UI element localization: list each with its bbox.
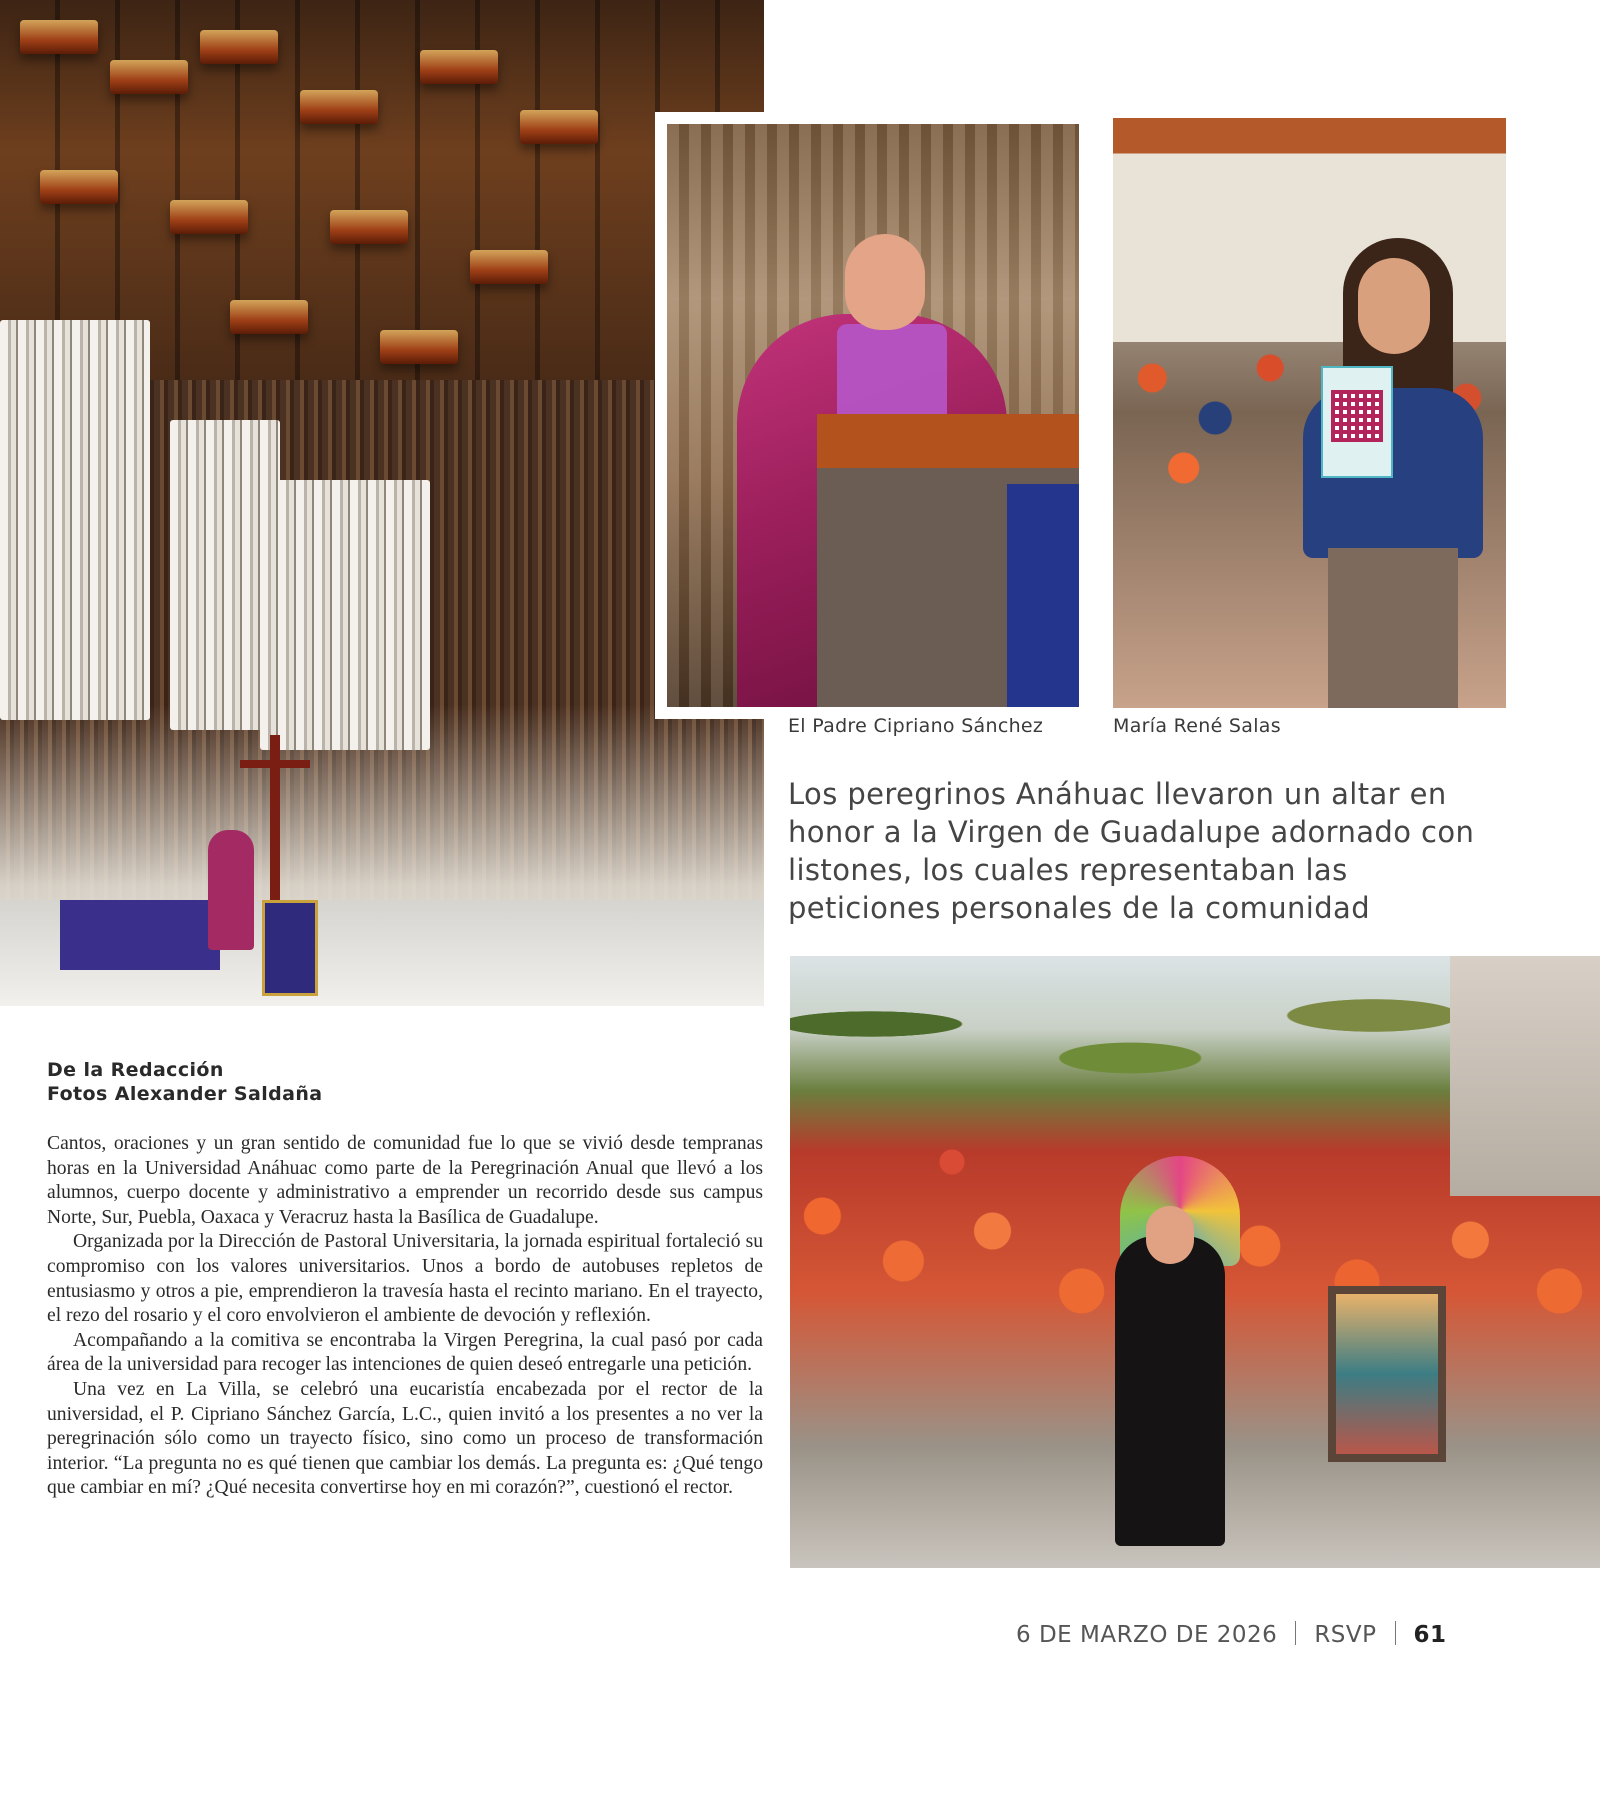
basilica-interior-photo xyxy=(0,0,764,1006)
lamp xyxy=(170,200,248,234)
qr-code-icon xyxy=(1331,390,1383,442)
priest-head xyxy=(845,234,925,330)
lamp xyxy=(300,90,378,124)
padre-photo xyxy=(667,124,1079,707)
issue-date: 6 DE MARZO DE 2026 xyxy=(1016,1622,1278,1648)
footer-divider xyxy=(1295,1621,1296,1645)
lamp xyxy=(380,330,458,364)
altar-cloth xyxy=(60,900,220,970)
priest-figure xyxy=(208,830,254,950)
procession-photo xyxy=(790,956,1600,1568)
byline-line-2: Fotos Alexander Saldaña xyxy=(47,1083,323,1105)
publication-name: RSVP xyxy=(1314,1622,1377,1648)
padre-caption: El Padre Cipriano Sánchez xyxy=(788,715,1044,737)
pull-quote: Los peregrinos Anáhuac llevaron un altar en honor a la Virgen de Guadalupe adornado con listones, los cuales representaban las peticiones personales de la comunidad xyxy=(788,777,1475,925)
article-paragraph: Acompañando a la comitiva se encontraba la Virgen Peregrina, la cual pasó por cada área de la universidad para recoger las intenciones de quien deseó entregarle una petición. xyxy=(47,1329,763,1376)
qr-card xyxy=(1321,366,1393,478)
maria-caption: María René Salas xyxy=(1113,715,1281,737)
ambo-cross-cloth xyxy=(262,900,318,996)
lamp xyxy=(200,30,278,64)
lamp xyxy=(40,170,118,204)
byline-line-1: De la Redacción xyxy=(47,1059,224,1081)
byline xyxy=(47,1058,323,1106)
ambo-blue-cloth xyxy=(1007,484,1079,707)
lamp xyxy=(230,300,308,334)
lamp xyxy=(110,60,188,94)
article-paragraph: Una vez en La Villa, se celebró una eucaristía encabezada por el rector de la universidad, el P. Cipriano Sánchez García, L.C., quien invitó a los presentes a no ver la peregrinación sólo como un trayecto físico, sino como un proceso de transformación interior. “La pregunta no es qué tienen que cambiar los demás. La pregunta es: ¿Qué tengo que cambiar en mí? ¿Qué necesita convertirse hoy en mi corazón?”, cuestionó el rector. xyxy=(47,1378,763,1499)
organ-pipes-right xyxy=(260,480,430,750)
maria-photo xyxy=(1113,118,1506,708)
priest-walking xyxy=(1115,1236,1225,1546)
page-number: 61 xyxy=(1413,1622,1447,1648)
virgin-of-guadalupe-image xyxy=(1328,1286,1446,1462)
priest-face xyxy=(1146,1206,1194,1264)
lamp xyxy=(330,210,408,244)
article-paragraph: Cantos, oraciones y un gran sentido de comunidad fue lo que se vivió desde tempranas horas en la Universidad Anáhuac como parte de la Peregrinación Anual que llevó a los alumnos, cuerpo docente y administrativo a emprender un recorrido desde sus campus Norte, Sur, Puebla, Oaxaca y Veracruz hasta la Basílica de Guadalupe. xyxy=(47,1133,763,1228)
crucifix-bar xyxy=(240,760,310,768)
page-footer xyxy=(1016,1621,1447,1648)
lamp xyxy=(520,110,598,144)
woman-face xyxy=(1358,258,1430,354)
organ-pipes-left xyxy=(0,320,150,720)
article-body xyxy=(47,1132,763,1501)
article-paragraph: Organizada por la Dirección de Pastoral Universitaria, la jornada espiritual fortaleció su compromiso con los valores universitarios. Unos a bordo de autobuses repletos de entusiasmo y otros a pie, emprendieron la travesía hasta el recinto mariano. En el trayecto, el rezo del rosario y el coro envolvieron el ambiente de devoción y reflexión. xyxy=(47,1231,763,1327)
lamp xyxy=(420,50,498,84)
virgin-image-fill xyxy=(1336,1294,1438,1454)
lamp xyxy=(470,250,548,284)
footer-divider xyxy=(1395,1621,1396,1645)
woman-pants xyxy=(1328,548,1458,708)
lamp xyxy=(20,20,98,54)
